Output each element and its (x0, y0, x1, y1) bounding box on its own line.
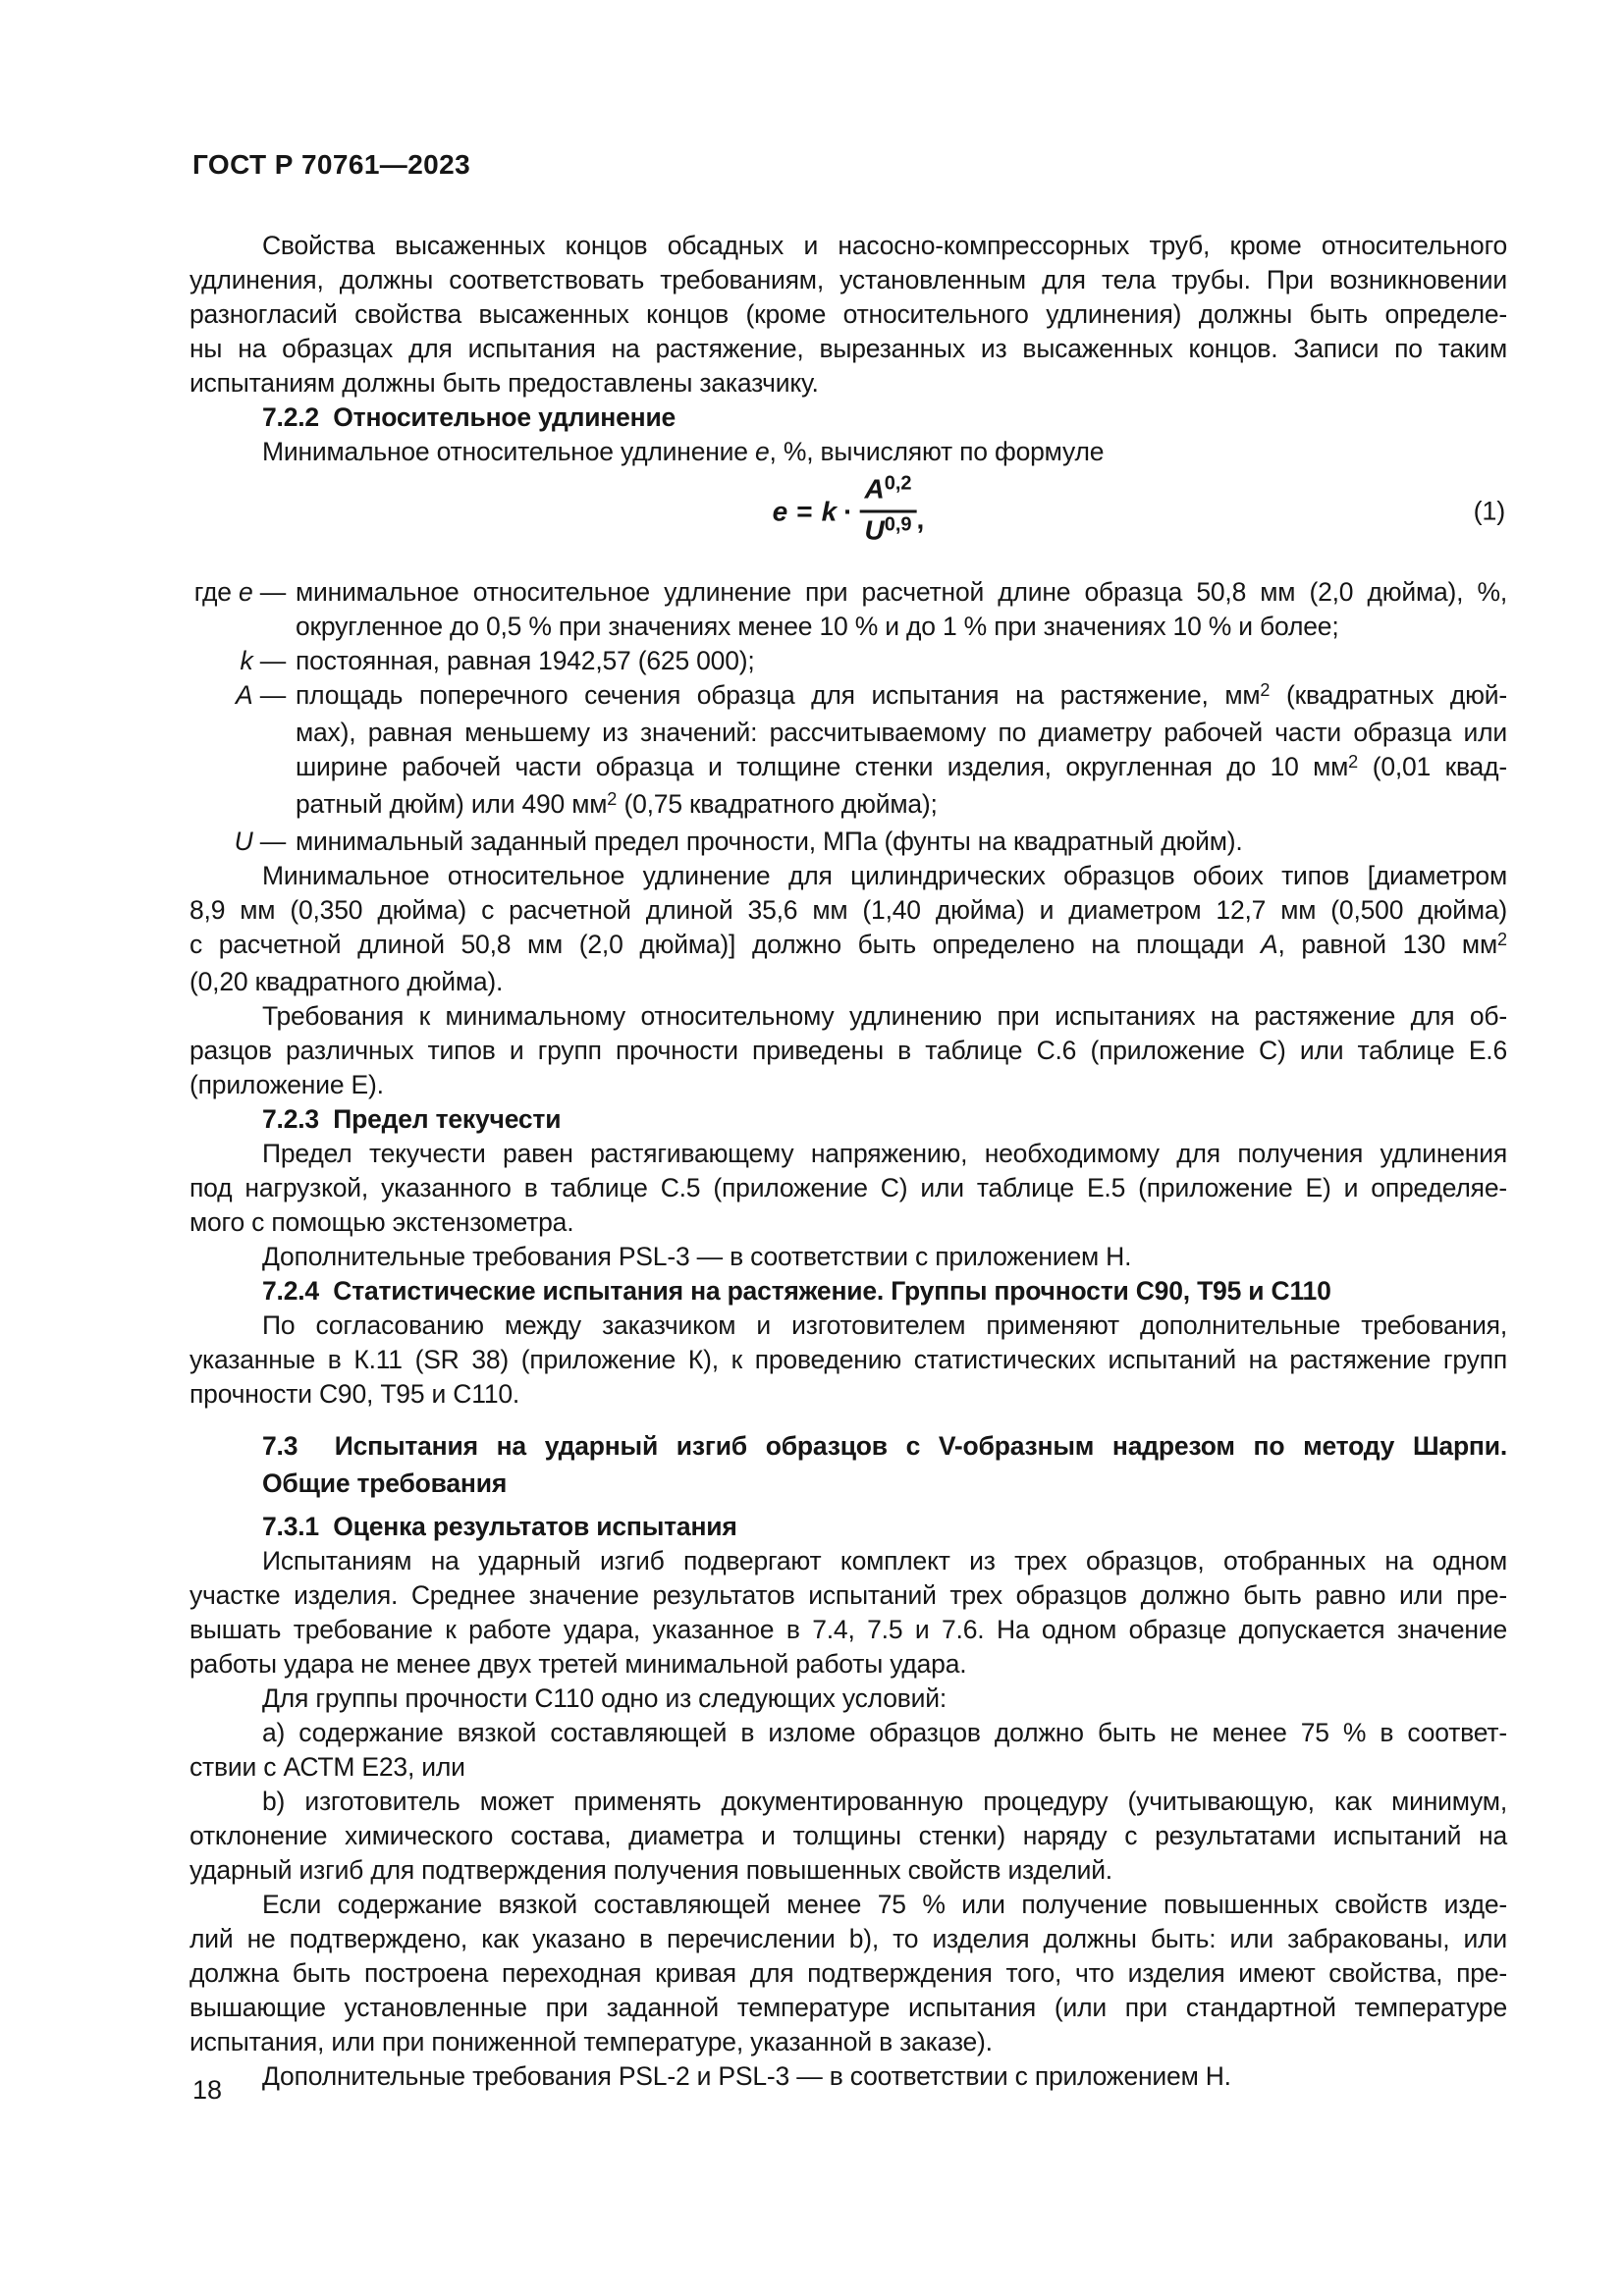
formula-expression (773, 472, 925, 552)
text-line: Требования к минимальному относительному удлинению при испытаниях на растяжение для об- (262, 1001, 1507, 1031)
text-line: испытания, или при пониженной температуре, указанной в заказе). (189, 2027, 993, 2056)
heading-line: 7.2.3 Предел текучести (262, 1104, 562, 1134)
heading (189, 1102, 1507, 1137)
text-line: a) содержание вязкой составляющей в изломе образцов должно быть не менее 75 % в соответ- (262, 1718, 1507, 1747)
paragraph (189, 1137, 1507, 1240)
text-line: с расчетной длиной 50,8 мм (2,0 дюйма)] должно быть определено на площади А, равной 130 $мм^2$ (189, 929, 1507, 959)
text-line: постоянная, равная 1942,57 (625 000); (296, 646, 755, 675)
text-line: Для группы прочности С110 одно из следующих условий: (262, 1683, 947, 1713)
text-line: Если содержание вязкой составляющей менее 75 % или получение повышенных свойств изде- (262, 1890, 1507, 1919)
text-line: (приложение Е). (189, 1070, 384, 1099)
text-line: мах), равная меньшему из значений: рассчитываемому по диаметру рабочей части образца или (296, 718, 1507, 747)
text-line: под нагрузкой, указанного в таблице С.5 (приложение С) или таблице Е.5 (приложение Е) и определяе- (189, 1173, 1507, 1202)
definition-item (189, 644, 1507, 678)
equals-sign: = (796, 496, 813, 527)
text-line: разцов различных типов и групп прочности приведены в таблице С.6 (приложение С) или таблице Е.6 (189, 1036, 1507, 1065)
heading (189, 1274, 1507, 1308)
definition-term: k — (240, 646, 286, 675)
fraction-numerator (860, 472, 917, 513)
text-line: работы удара не менее двух третей минимальной работы удара. (189, 1649, 967, 1679)
paragraph (189, 435, 1507, 469)
definition-item (189, 825, 1507, 859)
text-line: Дополнительные требования PSL-2 и PSL-3 — в соответствии с приложением Н. (262, 2061, 1231, 2091)
text-line: Предел текучести равен растягивающему напряжению, необходимому для получения удлинения (262, 1139, 1507, 1168)
multiplication-dot: · (843, 496, 853, 527)
text-line: прочности С90, Т95 и С110. (189, 1379, 520, 1409)
content-after-formula (189, 575, 1507, 2094)
heading-line: 7.3.1 Оценка результатов испытания (262, 1512, 737, 1541)
fraction (860, 472, 917, 552)
text-line: отклонение химического состава, диаметра и толщины стенки) наряду с результатами испытаний на (189, 1821, 1507, 1850)
formula-coefficient: k (821, 496, 838, 527)
text-line: вышающие установленные при заданной температуре испытания (или при стандартной температуре (189, 1993, 1507, 2022)
text-line: (0,20 квадратного дюйма). (189, 967, 504, 996)
text-line: По согласованию между заказчиком и изготовителем применяют дополнительные требования, (262, 1310, 1507, 1340)
text-line: Испытаниям на ударный изгиб подвергают комплект из трех образцов, отобранных на одном (262, 1546, 1507, 1575)
paragraph (189, 2059, 1507, 2094)
heading (189, 400, 1507, 435)
document-content (189, 229, 1507, 2094)
definition-item (189, 678, 1507, 825)
paragraph (189, 999, 1507, 1102)
heading (189, 1510, 1507, 1544)
text-line: ширине рабочей части образца и толщине стенки изделия, округленная до 10 $мм^2$ (0,01 квад- (296, 751, 1507, 781)
formula-comma: , (916, 504, 925, 535)
paragraph (189, 1682, 1507, 1716)
numerator-base: А (864, 473, 885, 505)
heading-line: 7.3 Испытания на ударный изгиб образцов с V-образным надрезом по методу Шарпи. (262, 1431, 1507, 1461)
definition-term: А — (236, 680, 286, 710)
text-line: мого с помощью экстензометра. (189, 1207, 574, 1237)
text-line: Свойства высаженных концов обсадных и насосно-компрессорных труб, кроме относительного (262, 231, 1507, 260)
text-line: ны на образцах для испытания на растяжение, вырезанных из высаженных концов. Записи по таким (189, 334, 1507, 363)
text-line: b) изготовитель может применять документированную процедуру (учитывающую, как минимум, (262, 1787, 1507, 1816)
text-line: участке изделия. Среднее значение результатов испытаний трех образцов должно быть равно или пре- (189, 1580, 1507, 1610)
heading-line: Общие требования (262, 1468, 508, 1498)
text-line: Минимальное относительное удлинение для цилиндрических образцов обоих типов [диаметром (262, 861, 1507, 890)
text-line: минимальный заданный предел прочности, МПа (фунты на квадратный дюйм). (296, 827, 1243, 856)
heading-line: 7.2.2 Относительное удлинение (262, 402, 677, 432)
definition-term: U — (234, 827, 286, 856)
paragraph (189, 1240, 1507, 1274)
text-line: площадь поперечного сечения образца для испытания на растяжение, $мм^2$ (квадратных дюй- (296, 679, 1507, 710)
text-line: ударный изгиб для подтверждения получения повышенных свойств изделий. (189, 1855, 1112, 1885)
denominator-exponent: 0,9 (884, 513, 912, 536)
paragraph (189, 1888, 1507, 2059)
text-line: округленное до 0,5 % при значениях менее 10 % и до 1 % при значениях 10 % и более; (296, 612, 1339, 641)
text-line: Минимальное относительное удлинение е, %, вычисляют по формуле (262, 437, 1105, 466)
definition-term: где е — (193, 577, 286, 607)
document-header: ГОСТ Р 70761—2023 (192, 149, 471, 180)
denominator-base: U (864, 514, 885, 546)
formula-lhs: е (772, 496, 788, 527)
heading-line: 7.2.4 Статистические испытания на растяжение. Группы прочности С90, Т95 и С110 (262, 1276, 1331, 1306)
text-line: удлинения, должны соответствовать требованиям, установленным для тела трубы. При возникновении (189, 265, 1507, 294)
text-line: ствии с АСТМ Е23, или (189, 1752, 465, 1782)
definition-item (189, 575, 1507, 644)
text-line: Дополнительные требования PSL-3 — в соответствии с приложением Н. (262, 1242, 1132, 1271)
fraction-denominator (860, 513, 917, 552)
paragraph (189, 1716, 1507, 1785)
text-line: минимальное относительное удлинение при расчетной длине образца 50,8 мм (2,0 дюйма), %, (296, 577, 1507, 607)
content-before-formula (189, 229, 1507, 469)
paragraph (189, 1308, 1507, 1412)
heading (189, 1427, 1507, 1502)
text-line: указанные в К.11 (SR 38) (приложение К), к проведению статистических испытаний на растяжение групп (189, 1345, 1507, 1374)
text-line: ратный дюйм) или 490 $мм^2$ (0,75 квадратного дюйма); (296, 788, 938, 819)
formula (189, 469, 1507, 554)
numerator-exponent: 0,2 (884, 472, 912, 495)
page-number: 18 (192, 2075, 223, 2105)
paragraph (189, 859, 1507, 999)
text-line: 8,9 мм (0,350 дюйма) с расчетной длиной 35,6 мм (1,40 дюйма) и диаметром 12,7 мм (0,500 дюйма) (189, 895, 1507, 925)
text-line: испытаниям должны быть предоставлены заказчику. (189, 368, 819, 398)
text-line: лий не подтверждено, как указано в перечислении b), то изделия должны быть: или забракованы, или (189, 1924, 1507, 1953)
equation-number: (1) (1473, 496, 1505, 526)
paragraph (189, 1544, 1507, 1682)
text-line: должна быть построена переходная кривая для подтверждения того, что изделия имеют свойства, пре- (189, 1958, 1507, 1988)
text-line: вышать требование к работе удара, указанное в 7.4, 7.5 и 7.6. На одном образце допускается значение (189, 1615, 1507, 1644)
paragraph (189, 1785, 1507, 1888)
paragraph (189, 229, 1507, 400)
text-line: разногласий свойства высаженных концов (кроме относительного удлинения) должны быть определе- (189, 299, 1507, 329)
